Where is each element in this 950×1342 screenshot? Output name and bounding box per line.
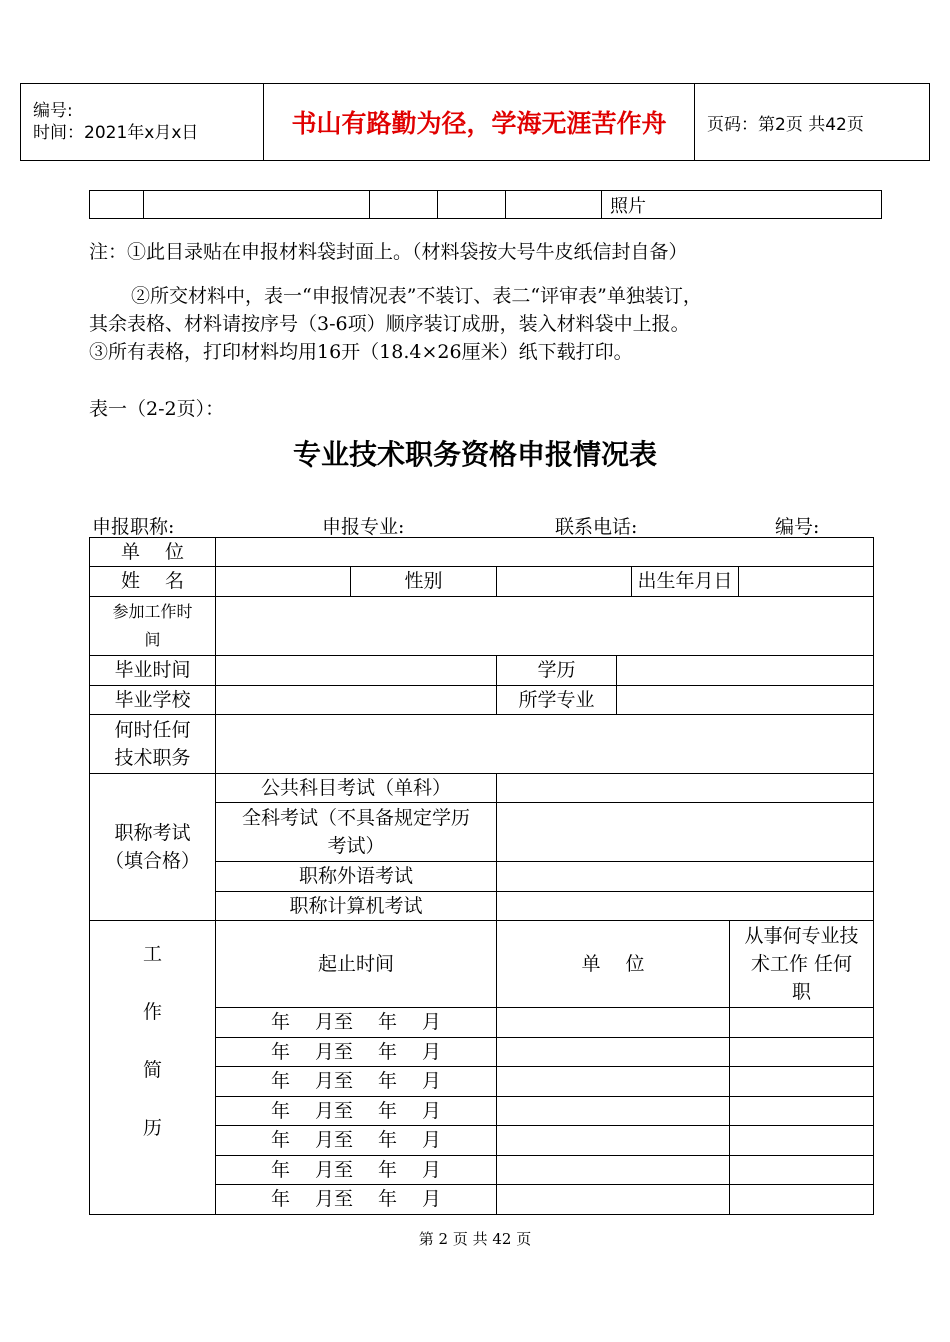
work-start-label-line2: 间	[144, 630, 161, 649]
strip-cell	[506, 191, 602, 219]
position-time-field[interactable]	[216, 715, 874, 774]
note-2-line-1: ②所交材料中，表一“申报情况表”不装订、表二“评审表”单独装订，	[131, 285, 702, 307]
duty-cell[interactable]	[730, 1008, 874, 1038]
resume-label	[90, 921, 216, 1215]
exam-comp-label: 职称计算机考试	[216, 892, 497, 921]
exam-label-line1: 职称考试	[114, 822, 191, 844]
strip-cell	[144, 191, 370, 219]
resume-unit-cell[interactable]	[497, 1156, 730, 1185]
period-header: 起止时间	[216, 921, 497, 1008]
meta-title-applied: 申报职称:	[92, 516, 175, 538]
position-time-label-line1: 何时任何	[114, 719, 191, 741]
strip-cell	[438, 191, 506, 219]
strip-cell	[370, 191, 438, 219]
photo-strip	[89, 190, 882, 219]
exam-label-line2: （填合格）	[104, 850, 200, 872]
name-label: 姓 名	[90, 567, 216, 597]
duty-header-line1: 从事何专业技	[744, 925, 859, 947]
resume-unit-cell[interactable]	[497, 1008, 730, 1038]
duty-cell[interactable]	[730, 1126, 874, 1156]
page-header	[20, 83, 930, 161]
strip-cell	[90, 191, 144, 219]
period-cell[interactable]: 年 月至 年 月	[216, 1067, 497, 1097]
exam-full-label-line1: 全科考试（不具备规定学历	[241, 807, 470, 829]
position-time-label	[90, 715, 216, 774]
duty-cell[interactable]	[730, 1067, 874, 1097]
resume-unit-cell[interactable]	[497, 1038, 730, 1067]
education-label: 学历	[497, 656, 617, 686]
work-start-label-line1: 参加工作时	[112, 602, 193, 621]
application-form	[89, 537, 874, 1215]
note-2-line-2: 其余表格、材料请按序号（3-6项）顺序装订成册，装入材料袋中上报。	[89, 313, 690, 335]
exam-public-label: 公共科目考试（单科）	[216, 774, 497, 803]
meta-serial: 编号:	[775, 516, 820, 538]
resume-char: 简	[142, 1059, 162, 1081]
note-3: ③所有表格，打印材料均用16开（18.4×26厘米）纸下载打印。	[89, 341, 633, 363]
time-label: 时间：2021年x月x日	[33, 123, 199, 143]
birth-field[interactable]	[739, 567, 874, 597]
resume-char: 历	[142, 1117, 162, 1139]
grad-school-label: 毕业学校	[90, 686, 216, 715]
form-title: 专业技术职务资格申报情况表	[292, 438, 657, 471]
duty-cell[interactable]	[730, 1097, 874, 1126]
exam-public-field[interactable]	[497, 774, 874, 803]
grad-school-field[interactable]	[216, 686, 497, 715]
meta-phone: 联系电话:	[555, 516, 638, 538]
table-ref: 表一（2-2页）：	[89, 398, 225, 420]
education-field[interactable]	[617, 656, 874, 686]
work-start-field[interactable]	[216, 597, 874, 656]
position-time-label-line2: 技术职务	[114, 747, 191, 769]
resume-unit-header: 单 位	[497, 921, 730, 1008]
duty-cell[interactable]	[730, 1156, 874, 1185]
unit-field[interactable]	[216, 538, 874, 567]
page-footer: 第 2 页 共 42 页	[418, 1230, 532, 1248]
exam-full-label-line2: 考试）	[327, 835, 385, 857]
resume-char: 工	[142, 943, 162, 965]
work-start-label	[90, 597, 216, 656]
resume-unit-cell[interactable]	[497, 1126, 730, 1156]
grad-time-field[interactable]	[216, 656, 497, 686]
photo-label: 照片	[602, 191, 882, 219]
resume-unit-cell[interactable]	[497, 1097, 730, 1126]
gender-field[interactable]	[497, 567, 632, 597]
exam-lang-field[interactable]	[497, 862, 874, 892]
unit-label: 单 位	[90, 538, 216, 567]
page-info: 页码：第2页 共42页	[695, 84, 930, 161]
resume-unit-cell[interactable]	[497, 1067, 730, 1097]
period-cell[interactable]: 年 月至 年 月	[216, 1097, 497, 1126]
period-cell[interactable]: 年 月至 年 月	[216, 1185, 497, 1215]
major-field[interactable]	[617, 686, 874, 715]
meta-major-applied: 申报专业:	[322, 516, 405, 538]
exam-comp-field[interactable]	[497, 892, 874, 921]
exam-full-field[interactable]	[497, 803, 874, 862]
period-cell[interactable]: 年 月至 年 月	[216, 1038, 497, 1067]
number-label: 编号:	[33, 101, 73, 121]
period-cell[interactable]: 年 月至 年 月	[216, 1008, 497, 1038]
major-label: 所学专业	[497, 686, 617, 715]
exam-full-label	[216, 803, 497, 862]
duty-header-line2: 术工作 任何	[750, 953, 853, 975]
name-field[interactable]	[216, 567, 351, 597]
duty-header	[730, 921, 874, 1008]
exam-lang-label: 职称外语考试	[216, 862, 497, 892]
duty-cell[interactable]	[730, 1185, 874, 1215]
birth-label: 出生年月日	[632, 567, 739, 597]
period-cell[interactable]: 年 月至 年 月	[216, 1126, 497, 1156]
period-cell[interactable]: 年 月至 年 月	[216, 1156, 497, 1185]
duty-header-line3: 职	[792, 981, 812, 1003]
grad-time-label: 毕业时间	[90, 656, 216, 686]
exam-label	[90, 774, 216, 921]
gender-label: 性别	[351, 567, 497, 597]
resume-char: 作	[142, 1001, 162, 1023]
motto: 书山有路勤为径，学海无涯苦作舟	[264, 84, 695, 161]
resume-unit-cell[interactable]	[497, 1185, 730, 1215]
duty-cell[interactable]	[730, 1038, 874, 1067]
note-1: 注：①此目录贴在申报材料袋封面上。（材料袋按大号牛皮纸信封自备）	[89, 241, 688, 263]
header-left-cell	[21, 84, 264, 161]
